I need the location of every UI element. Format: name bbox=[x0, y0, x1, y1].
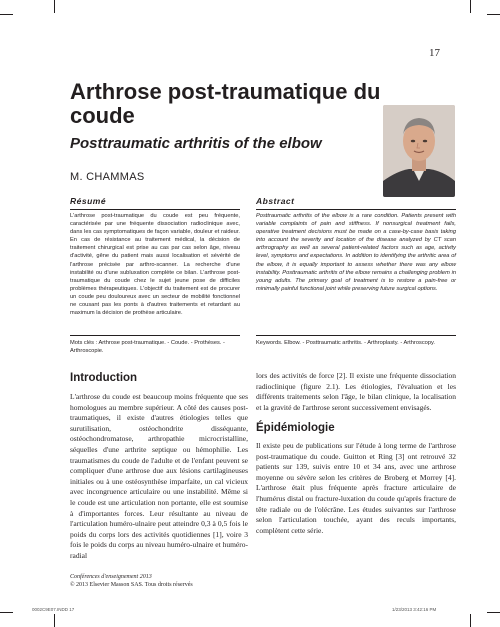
section-heading-epidemiologie: Épidémiologie bbox=[256, 422, 335, 434]
abstract-heading: Abstract bbox=[256, 196, 456, 210]
footer-journal: Conférences d'enseignement 2013 bbox=[70, 574, 152, 580]
introduction-text-col1: L'arthrose du coude est beaucoup moins fréquente que ses homologues au membre supérieur. A côté des causes post-traumatiques, il existe d'autres étiologies telles que surutilisation, ostéochondrite disséquante, ostéochondromatose, arthropathie microcristalline, séquelles d'une arthrite septique ou hémophilie. Les traumatismes du coude de l'adulte et de l'enfant peuvent se compliquer d'une arthrose due aux lésions cartilagineuses initiales ou à une ostéosynthèse imparfaite, un cal vicieux avec incongruence articulaire ou une instabilité. Même si le coude est une articulation non portante, elle est soumise à d'importantes forces. Leur résultante au niveau de l'articulation huméro-ulnaire peut atteindre 0,3 à 0,5 fois le poids du corps lors des activités quotidiennes [1], voire 3 fois le poids du corps au niveau huméro-ulnaire et huméro-radial bbox=[70, 392, 248, 560]
crop-mark bbox=[470, 0, 471, 13]
section-heading-introduction: Introduction bbox=[70, 372, 138, 384]
article-subtitle: Posttraumatic arthritis of the elbow bbox=[70, 135, 322, 152]
crop-mark bbox=[487, 612, 500, 613]
print-slug-file: 0002C9E07.INDD 17 bbox=[32, 607, 75, 612]
abstract-keywords: Keywords. Elbow. - Posttraumatic arthritis. - Arthroplasty. - Arthroscopy. bbox=[256, 335, 456, 347]
page-number: 17 bbox=[429, 47, 440, 59]
author-name: M. CHAMMAS bbox=[70, 171, 145, 183]
crop-mark bbox=[0, 14, 13, 15]
resume-heading: Résumé bbox=[70, 196, 240, 210]
author-photo bbox=[383, 105, 455, 197]
resume-text: L'arthrose post-traumatique du coude est peu fréquente, caractérisée par une fréquente dissociation radioclinique avec, dans les cas symptomatiques de façon variable, douleur et raideur. En cas de résistance au traitement médical, la décision de traitement chirurgical est prise au cas par cas selon âge, niveau d'activité, gêne du patient mais aussi localisation et sévérité de l'arthrose précisée par arthro-scanner. La recherche d'une instabilité ou d'une subluxation complète ce bilan. L'arthrose post-traumatique du coude chez le sujet jeune pose de difficiles problèmes thérapeutiques. L'objectif du traitement est de procurer un coude peu douloureux avec un secteur de mobilité fonctionnel ne cousant pas les ponts à d'autres traitements et retardant au maximum la décision de prothèse articulaire. bbox=[70, 213, 240, 317]
resume-keywords: Mots clés : Arthrose post-traumatique. - Coude. - Prothèses. - Arthroscopie. bbox=[70, 335, 240, 355]
crop-mark bbox=[0, 612, 13, 613]
crop-mark bbox=[54, 614, 55, 627]
epidemiologie-text: Il existe peu de publications sur l'étude à long terme de l'arthrose post-traumatique du coude. Guitton et Ring [3] ont retrouvé 32 patients sur 139, suivis entre 10 et 34 ans, avec une arthrose moyenne ou sévère selon les critères de Broberg et Morrey [4]. L'arthrose était plus fréquente après fracture articulaire de l'humérus distal ou fracture-luxation du coude qu'après fracture de tête radiale ou de l'olécrâne. Les études suivantes sur l'arthrose selon l'articulation touchée, ayant des reculs importants, complètent cette série. bbox=[256, 441, 456, 535]
abstract-text: Posttraumatic arthritis of the elbow is a rare condition. Patients present with variable complaints of pain and stiffness. If nonsurgical treatment fails, operative treatment decisions must be made on a case-by-case basis taking into account the severity and location of the disease analyzed by CT scan arthrography as well as several patient-related factors such as age, activity level, symptoms and expectations. In addition to identifying the arthritic area of the elbow, it is equally important to assess whether there was any elbow instability. Posttraumatic arthritis of the elbow remains a challenging problem in young adults. The primary goal of treatment is to restore a pain-free or minimally painful functional joint while preserving future surgical options. bbox=[256, 213, 456, 292]
article-title: Arthrose post-traumatique du coude bbox=[70, 79, 381, 128]
footer-copyright: © 2013 Elsevier Masson SAS. Tous droits réservés bbox=[70, 582, 193, 588]
introduction-text-col2: lors des activités de force [2]. Il existe une fréquente dissociation radioclinique (figure 2.1). Les étiologies, l'évaluation et les différents traitements selon l'âge, le bilan clinique, la localisation et la gravité de l'arthrose seront successivement envisagés. bbox=[256, 371, 456, 412]
crop-mark bbox=[470, 614, 471, 627]
page-footer bbox=[70, 573, 193, 589]
print-slug-date: 1/23/2013 3:42:16 PM bbox=[392, 607, 437, 612]
crop-mark bbox=[54, 0, 55, 13]
crop-mark bbox=[487, 14, 500, 15]
